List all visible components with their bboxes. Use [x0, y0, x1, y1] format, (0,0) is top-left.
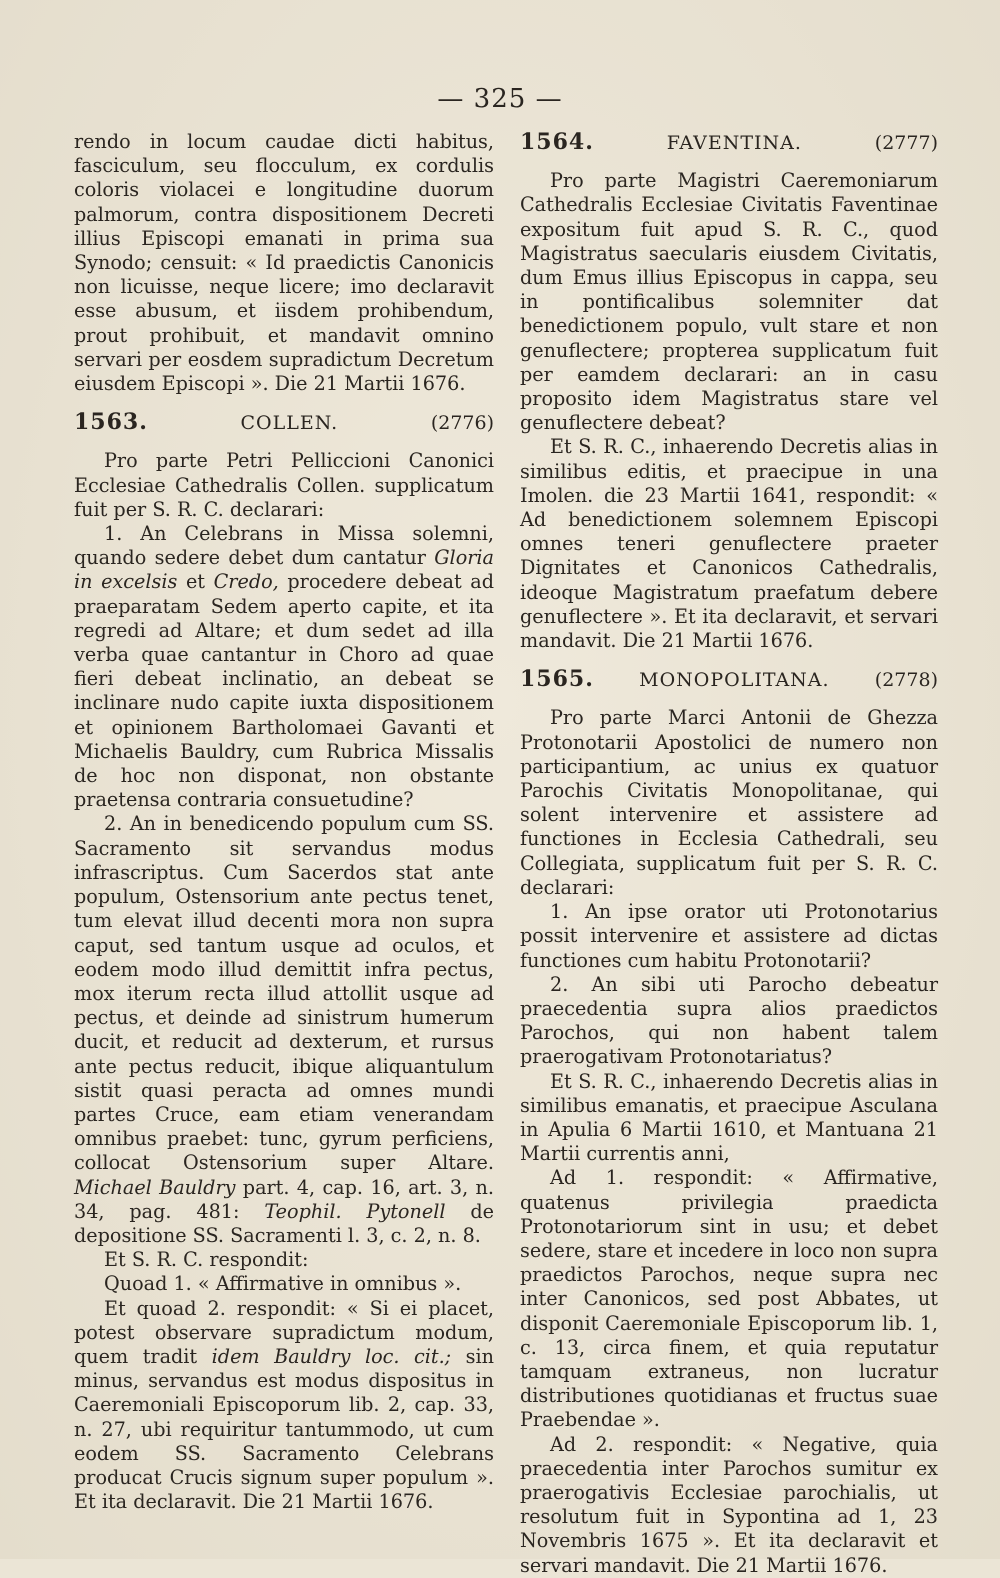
entry-title: FAVENTINA. [666, 132, 802, 154]
entry-heading-1564 [520, 130, 938, 155]
entry-heading-1563 [74, 410, 494, 435]
entry-reference: (2778) [874, 669, 938, 692]
entry-number: 1565. [520, 666, 594, 693]
paragraph: Quoad 1. « Affirmative in omnibus ». [104, 1272, 462, 1296]
paragraph: Ad 1. respondit: « Affirmative, quatenus privilegia praedicta Protonotariorum sint in usu; et debet sedere, stare et incedere in loco non supra praedictos Parochos, neque supra nec inter Canonicos, sed post Abbates, ut disponit Caeremoniale Episcoporum lib. 1, c. 13, circa finem, et quia reputatur tamquam extraneus, non lucratur distributiones quotidianas et fructus suae Praebendae ». [520, 1166, 938, 1432]
paragraph: 1. An ipse orator uti Protonotarius possit intervenire et assistere ad dictas functiones cum habitu Protonotarii? [520, 900, 938, 972]
paragraph: 2. An in benedicendo populum cum SS. Sacramento sit servandus modus infrascriptus. Cum Sacerdos stat ante populum, Ostensorium ante pectus tenet, tum elevat illud decenti mora non supra caput, sed tantum usque ad oculos, et eodem modo illud demittit infra pectus, mox iterum recta illud attollit usque ad pectus, et deinde ad sinistrum humerum ducit, et reducit ad dexterum, et rursus ante pectus reducit, ibique aliquantulum sistit quasi peracta ad omnes mundi partes Cruce, eam etiam venerandam omnibus praebet: tunc, gyrum perficiens, collocat Ostensorium super Altare. Michael Bauldry part. 4, cap. 16, art. 3, n. 34, pag. 481: Teophil. Pytonell de depositione SS. Sacramenti l. 3, c. 2, n. 8. [74, 812, 494, 1247]
entry-heading-1565 [520, 667, 938, 692]
right-column [520, 130, 938, 1578]
entry-reference: (2776) [430, 412, 494, 435]
page-number: — 325 — [437, 84, 563, 114]
paragraph: Pro parte Marci Antonii de Ghezza Protonotarii Apostolici de numero non participantium, ac unius ex quatuor Parochis Civitatis Monopolitanae, qui solent intervenire et assistere ad functiones in Ecclesia Cathedrali, seu Collegiata, supplicatum fuit per S. R. C. declarari: [520, 706, 938, 899]
paragraph: 1. An Celebrans in Missa solemni, quando sedere debet dum cantatur Gloria in excelsis et Credo, procedere debeat ad praeparatam Sedem aperto capite, et ita regredi ad Altare; et dum sedet ad illa verba quae cantantur in Choro ad quae fieri debeat inclinatio, an debeat se inclinare nudo capite iuxta dispositionem et opinionem Bartholomaei Gavanti et Michaelis Bauldry, cum Rubrica Missalis de hoc non disponat, non obstante praetensa contraria consuetudine? [74, 522, 495, 812]
paragraph: Ad 2. respondit: « Negative, quia praecedentia inter Parochos sumitur ex praerogativis Ecclesiae parochialis, ut resolutum fuit in Sypontina ad 1, 23 Novembris 1675 ». Et ita declaravit et servari mandavit. Die 21 Martii 1676. [520, 1432, 938, 1577]
paragraph: Pro parte Magistri Caeremoniarum Cathedralis Ecclesiae Civitatis Faventinae expositum fuit apud S. R. C., quod Magistratus saecularis eiusdem Civitatis, dum Emus illius Episcopus in cappa, seu in pontificalibus solemniter dat benedictionem populo, vult stare et non genuflectere; propterea supplicatum fuit per eamdem declarari: an in casu proposito idem Magistratus stare vel genuflectere debeat? [520, 169, 938, 435]
paragraph: Pro parte Petri Pelliccioni Canonici Ecclesiae Cathedralis Collen. supplicatum fuit per S. R. C. declarari: [74, 449, 494, 521]
continuation-paragraph: rendo in locum caudae dicti habitus, fasciculum, seu flocculum, ex cordulis coloris violacei e longitudine duorum palmorum, contra dispositionem Decreti illius Episcopi emanati in prima sua Synodo; censuit: « Id praedictis Canonicis non licuisse, neque licere; imo declaravit esse abusum, et iisdem prohibendum, prout prohibuit, et mandavit omnino servari per eosdem supradictum Decretum eiusdem Episcopi ». Die 21 Martii 1676. [74, 130, 494, 396]
entry-title: COLLEN. [240, 412, 339, 435]
entry-title: MONOPOLITANA. [639, 669, 830, 692]
entry-number: 1563. [74, 409, 148, 436]
paragraph: Et S. R. C. respondit: [104, 1248, 309, 1272]
paragraph: Et quoad 2. respondit: « Si ei placet, potest observare supradictum modum, quem tradit idem Bauldry loc. cit.; sin minus, servandus est modus dispositus in Caeremoniali Episcoporum lib. 2, cap. 33, n. 27, ubi requiritur tantummodo, ut cum eodem SS. Sacramento Celebrans producat Crucis signum super populum ». Et ita declaravit. Die 21 Martii 1676. [74, 1296, 494, 1514]
left-column [74, 130, 494, 1514]
paragraph: Et S. R. C., inhaerendo Decretis alias in similibus emanatis, et praecipue Asculana in Apulia 6 Martii 1610, et Mantuana 21 Martii currentis anni, [520, 1069, 938, 1166]
entry-number: 1564. [520, 129, 594, 155]
paragraph: Et S. R. C., inhaerendo Decretis alias in similibus editis, et praecipue in una Imolen. die 23 Martii 1641, respondit: « Ad benedictionem solemnem Episcopi omnes teneri genuflectere praeter Dignitates et Canonicos Cathedralis, ideoque Magistratum praefatum debere genuflectere ». Et ita declaravit, et servari mandavit. Die 21 Martii 1676. [520, 435, 938, 653]
entry-reference: (2777) [874, 132, 938, 154]
paragraph: 2. An sibi uti Parocho debeatur praecedentia supra alios praedictos Parochos, qui non habent talem praerogativam Protonotariatus? [520, 972, 938, 1069]
